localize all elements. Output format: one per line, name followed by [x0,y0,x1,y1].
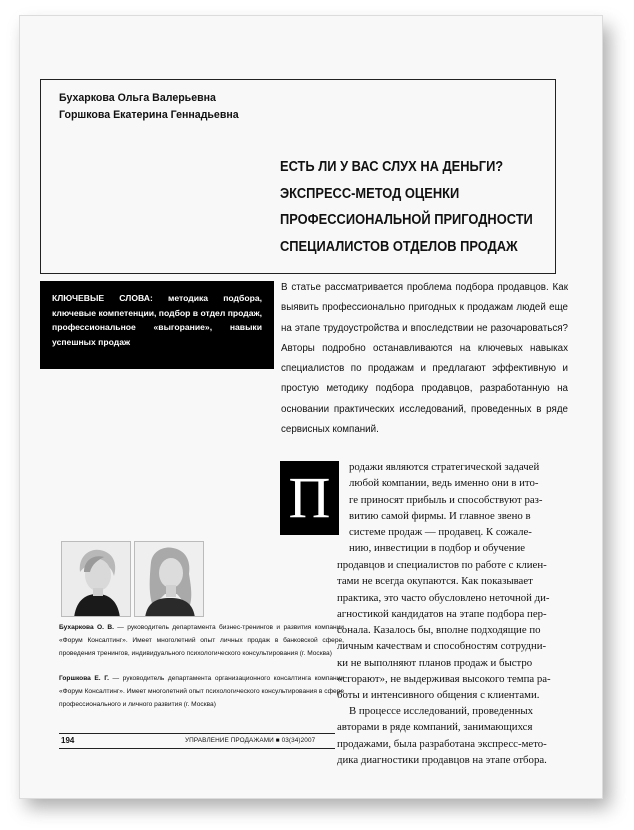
body-line: авторами в ряде компаний, занимающихся [337,721,533,734]
body-line: В процессе исследований, проведенных [349,705,534,717]
footer-divider [59,748,335,749]
body-intro [349,459,564,557]
author-name: Горшкова Екатерина Геннадьевна [59,109,239,121]
body-line: системе продаж — продавец. К сожале- [349,526,532,539]
abstract: В статье рассматривается проблема подбора продавцов. Как выявить профессионально пригодных к продажам людей еще на этапе трудоустройства и впоследствии не разочароваться? Авторы подробно останавливаются на ключевых навыках специалистов по продажам и предлагают эффективную и простую методику подбора продавцов, разработанную на основании практических исследований, проведенных в ряде сервисных компаний. [281,282,568,436]
bio-name: Бухаркова О. В. [59,624,114,631]
bio-text: — руководитель департамента организационного консалтинга компании «Форум Консалтинг». Имеет многолетний опыт психологического консультирования в сфере профессионального и личного развития (г. Москва) [59,675,344,709]
body-line: боты и интенсивного общения с клиентами. [337,689,540,702]
body-line: тами не всегда окупаются. Как показывает [337,575,533,588]
body-paragraph-2 [337,703,564,768]
body-line: ге приносят прибыль и способствуют раз- [349,493,543,506]
title-line: СПЕЦИАЛИСТОВ ОТДЕЛОВ ПРОДАЖ [280,238,518,255]
title-line: ПРОФЕССИОНАЛЬНОЙ ПРИГОДНОСТИ [280,212,533,228]
author-bio [59,672,344,712]
author-photo [134,541,204,617]
author-name: Бухаркова Ольга Валерьевна [59,92,216,104]
bio-name: Горшкова Е. Г. [59,675,109,682]
body-line: агностикой кандидатов на этапе подбора пер- [337,607,547,620]
drop-cap: П [280,461,339,535]
article-title [280,154,533,260]
title-line: ЕСТЬ ЛИ У ВАС СЛУХ НА ДЕНЬГИ? [280,159,504,175]
page-number: 194 [61,736,75,745]
body-line: витию самой фирмы. И главное звено в [349,509,531,522]
body-line: ки не выполняют планов продаж и быстро [337,656,533,669]
body-line: сонала. Казалось бы, вполне подходящие по [337,624,541,637]
body-line: нию, инвестиции в подбор и обучение [349,542,526,555]
journal-name: УПРАВЛЕНИЕ ПРОДАЖАМИ ■ 03(34)2007 [185,737,316,744]
bio-text: — руководитель департамента бизнес-тренингов и развития компании «Форум Консалтинг». Имеет многолетний опыт личных продаж в банковской сфере, проведения тренингов, индивидуального психологического консультирования (г. Москва) [59,624,344,658]
body-line: любой компании, ведь именно они в ито- [349,477,539,490]
body-line: дика диагностики продавцов на этапе отбора. [337,753,547,766]
author-photo [61,541,131,617]
body-line: продавцов и специалистов по работе с клиен- [337,559,547,571]
keywords-box: КЛЮЧЕВЫЕ СЛОВА: методика подбора, ключевые компетенции, подбор в отдел продаж, профессиональное «выгорание», навыки успешных продаж [40,281,274,369]
body-line: личным качествам и способностям сотрудни- [337,640,547,653]
author-bio [59,621,344,661]
body-paragraph-1 [337,557,564,704]
body-line: продажами, была разработана экспресс-мето- [337,737,547,750]
body-line: «сгорают», не выдерживая высокого темпа ра- [337,673,551,686]
body-line: практика, это часто обусловлено неточной ди- [337,591,550,604]
body-line: родажи являются стратегической задачей [349,461,540,473]
footer-divider [59,733,335,734]
title-line: ЭКСПРЕСС-МЕТОД ОЦЕНКИ [280,185,460,202]
